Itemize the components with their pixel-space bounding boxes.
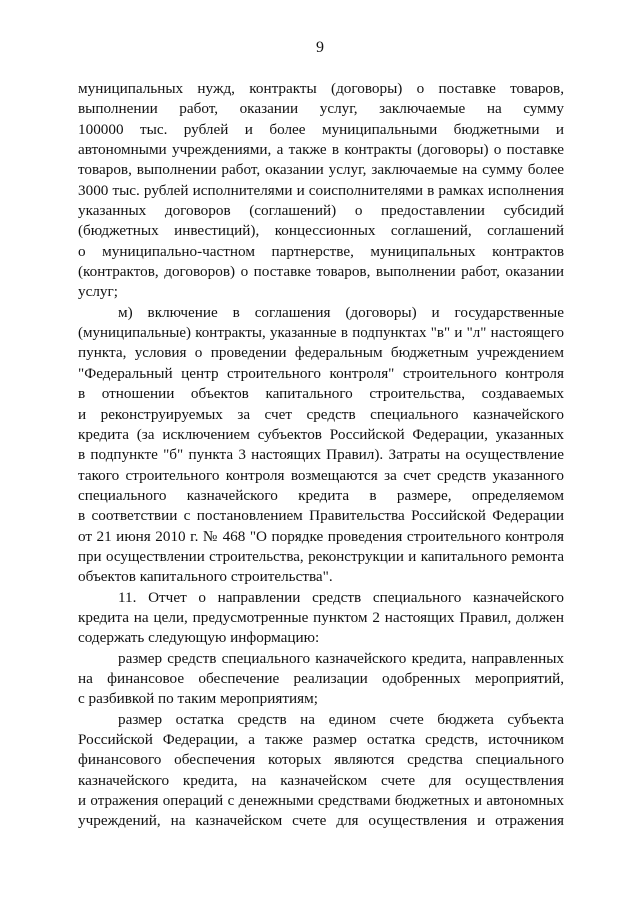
text-line: "Федеральный центр строительного контроля" строительного контроля	[78, 364, 564, 382]
text-line: финансового обеспечения которых являются средства специального	[78, 751, 564, 769]
text-line: специального казначейского кредита в размере, определяемом	[78, 486, 564, 504]
text-line: содержать следующую информацию:	[78, 629, 320, 647]
text-line: размер средств специального казначейского кредита, направленных	[118, 649, 564, 667]
text-line: и отражения операций с денежными средствами бюджетных и автономных	[78, 793, 564, 810]
text-line: такого строительного контроля возмещаются за счет средств указанного	[78, 466, 564, 484]
text-line: (муниципальные) контракты, указанные в подпунктах "в" и "л" настоящего	[78, 325, 564, 342]
text-line: услуг;	[78, 283, 118, 301]
text-line: 100000 тыс. рублей и более муниципальными бюджетными и	[78, 120, 564, 138]
text-line: размер остатка средств на едином счете бюджета субъекта	[118, 710, 564, 728]
text-line: 3000 тыс. рублей исполнителями и соисполнителями в рамках исполнения	[78, 181, 564, 199]
text-line: кредита (за исключением субъектов Российской Федерации, указанных	[78, 425, 564, 443]
text-line: выполнении работ, оказании услуг, заключаемые на сумму	[78, 100, 564, 118]
text-line: учреждений, на казначейском счете для осуществления и отражения	[78, 812, 564, 830]
text-line: и реконструируемых за счет средств специального казначейского	[78, 405, 564, 423]
text-line: м) включение в соглашения (договоры) и государственные	[118, 303, 564, 321]
page-number: 9	[316, 39, 324, 56]
text-line: на финансовое обеспечение реализации одобренных мероприятий,	[78, 669, 564, 687]
text-line: Российской Федерации, а также размер остатка средств, источником	[78, 731, 564, 748]
text-line: от 21 июня 2010 г. № 468 "О порядке проведения строительного контроля	[78, 527, 564, 545]
text-line: в подпункте "б" пункта 3 настоящих Правил). Затраты на осуществление	[78, 446, 564, 464]
text-line: (контрактов, договоров) о поставке товаров, выполнении работ, оказании	[78, 263, 564, 281]
text-line: с разбивкой по таким мероприятиям;	[78, 690, 318, 708]
text-line: 11. Отчет о направлении средств специального казначейского	[118, 588, 564, 606]
text-line: объектов капитального строительства".	[78, 568, 333, 586]
text-line: (бюджетных инвестиций), концессионных соглашений, соглашений	[78, 222, 564, 240]
text-line: указанных договоров (соглашений) о предоставлении субсидий	[78, 202, 564, 220]
text-line: в соответствии с постановлением Правительства Российской Федерации	[78, 507, 564, 525]
text-line: в отношении объектов капитального строительства, создаваемых	[78, 385, 564, 403]
text-line: кредита на цели, предусмотренные пунктом 2 настоящих Правил, должен	[78, 608, 564, 626]
text-line: при осуществлении строительства, реконструкции и капитального ремонта	[78, 548, 564, 565]
text-line: муниципальных нужд, контракты (договоры) о поставке товаров,	[78, 80, 564, 97]
text-line: о муниципально-частном партнерстве, муниципальных контрактов	[78, 242, 564, 260]
document-body	[78, 79, 564, 832]
text-line: автономными учреждениями, а также в контракты (договоры) о поставке	[78, 141, 564, 159]
text-line: казначейского кредита, на казначейском счете для осуществления	[78, 771, 564, 789]
text-line: товаров, выполнении работ, оказании услуг, заключаемые на сумму более	[78, 161, 564, 179]
text-line: пункта, условия о проведении федеральным бюджетным учреждением	[78, 344, 564, 362]
